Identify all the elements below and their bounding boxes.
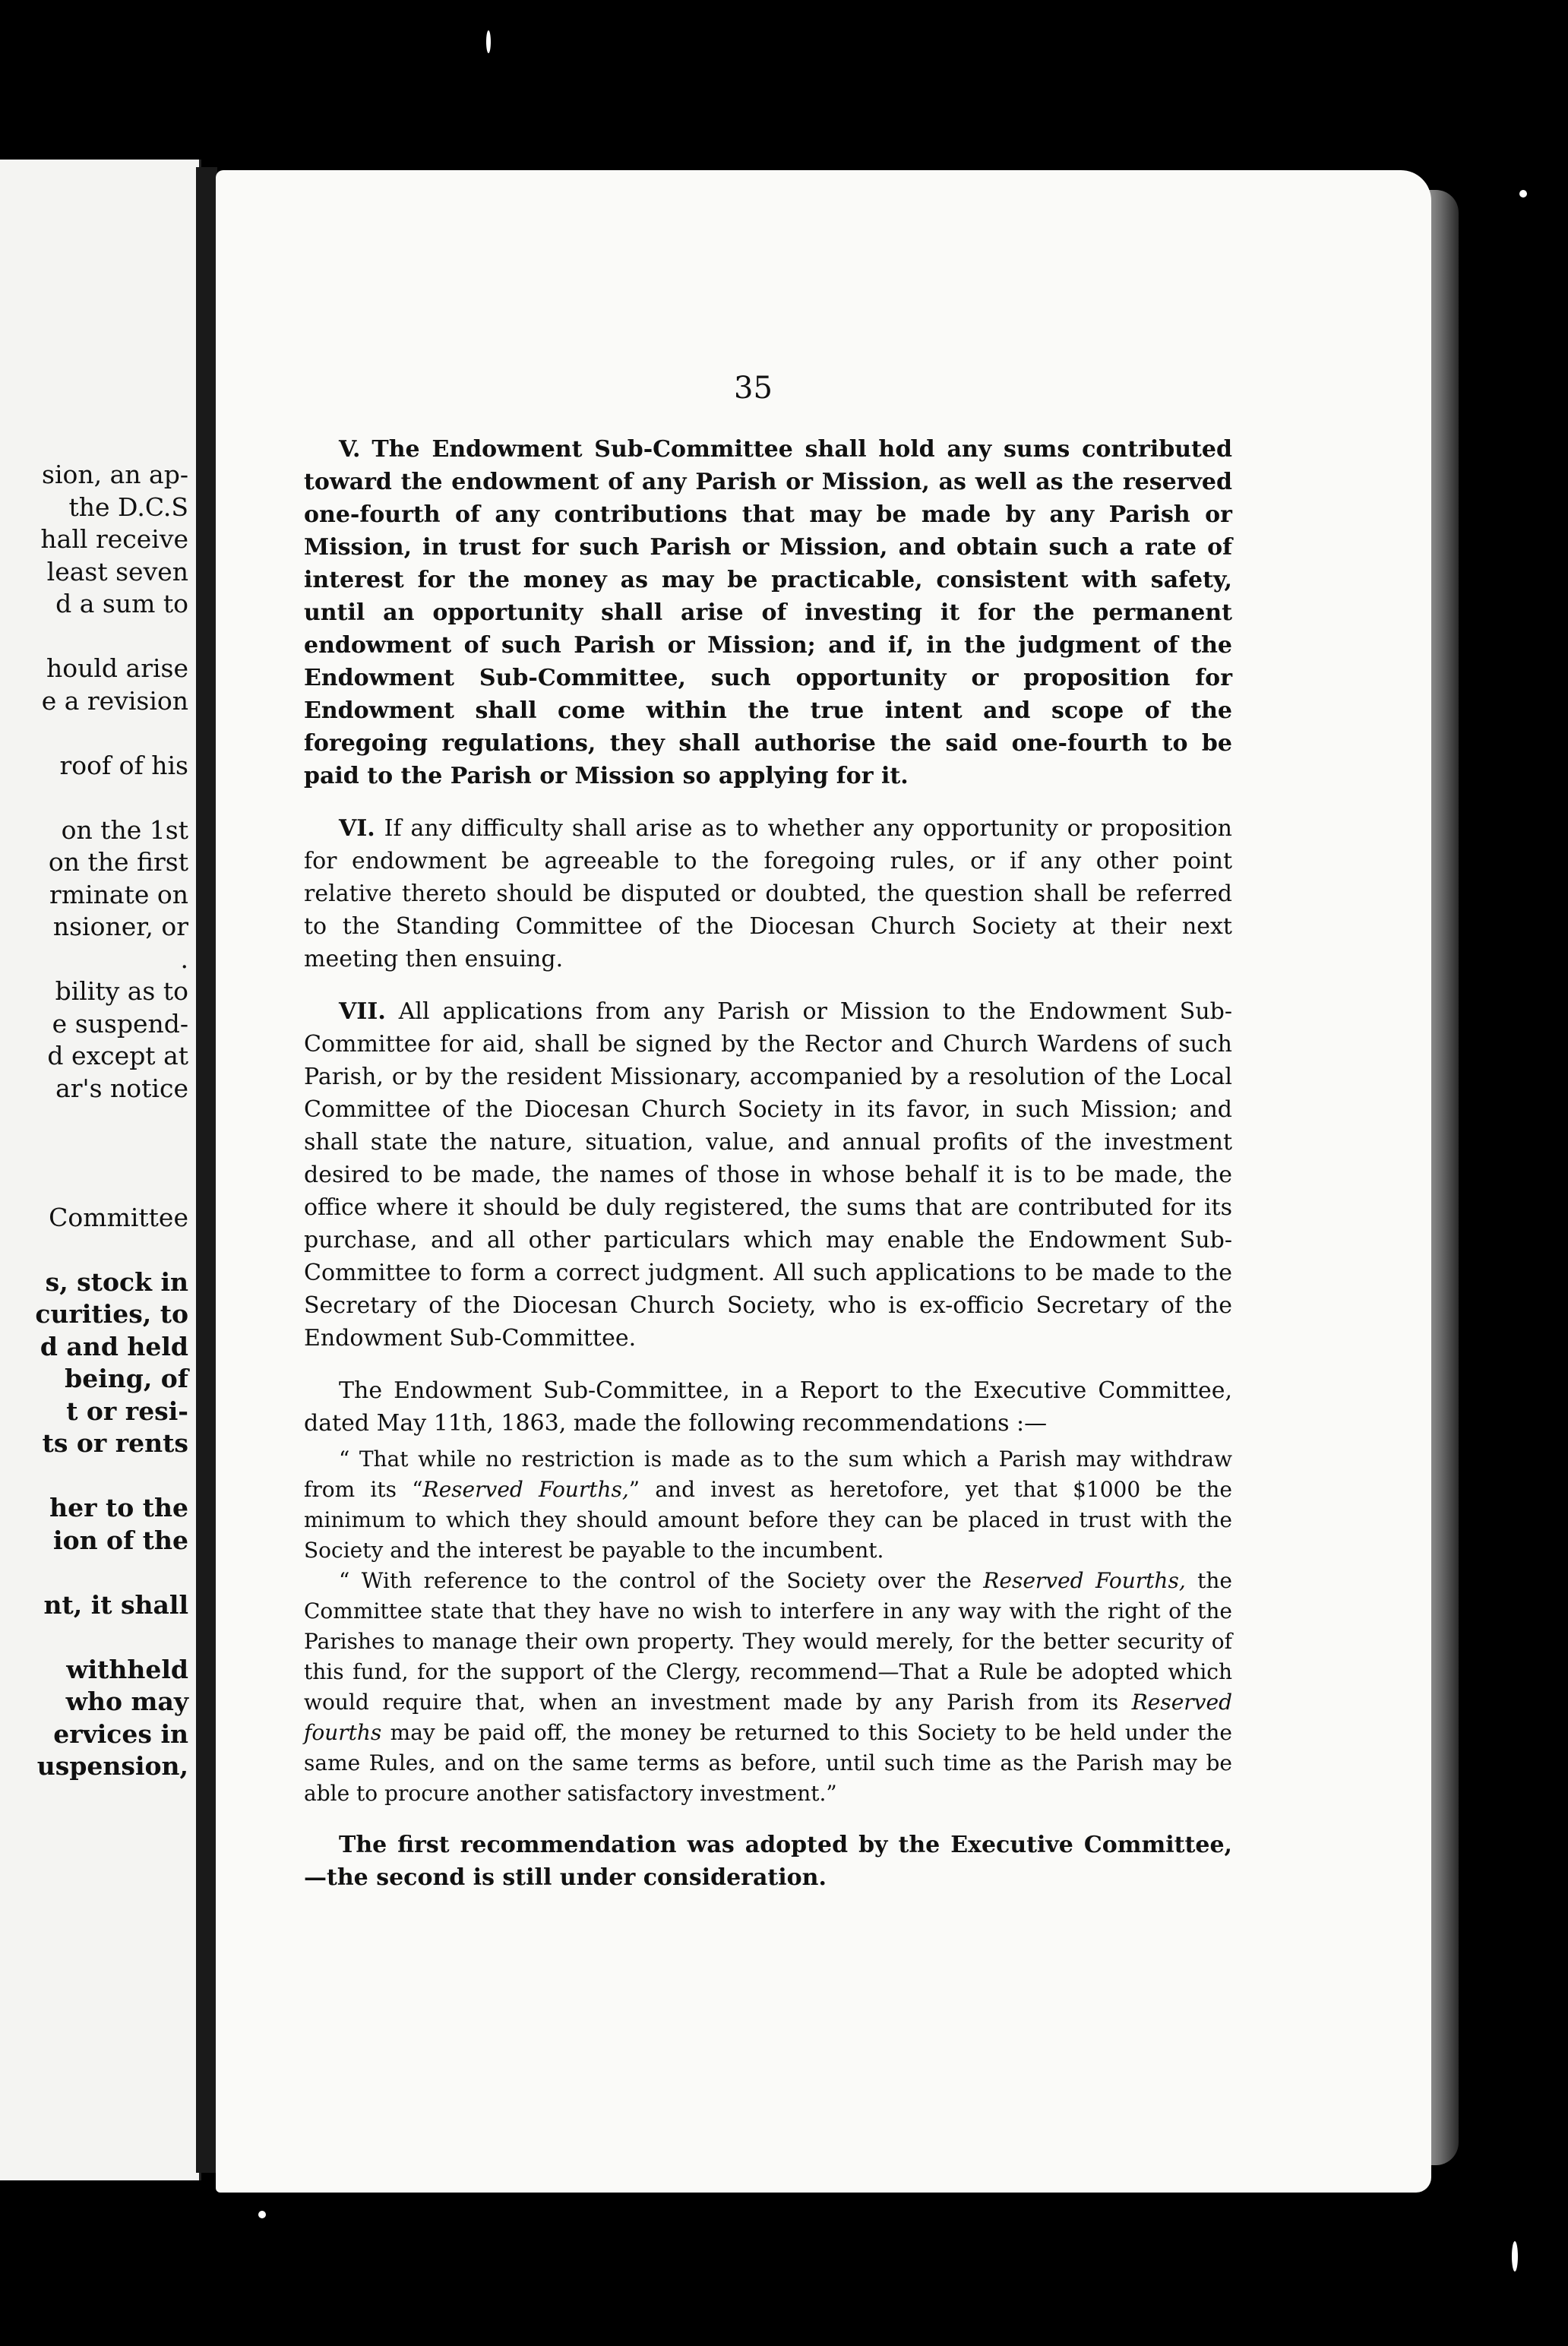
quote-emphasis: Reserved Fourths, [422, 1477, 629, 1502]
left-fragment-line: on the first [48, 847, 188, 877]
left-fragment-line: e a revision [41, 685, 188, 716]
left-fragment-line: e suspend- [52, 1008, 188, 1039]
closing-statement: The first recommendation was adopted by the Executive Committee,—the second is still under consideration. [304, 1832, 1232, 1891]
dust-speck [486, 30, 491, 53]
rule-text: If any difficulty shall arise as to whether any opportunity or proposition for endowment be agreeable to the foregoing rules, or if any other point relative thereto should be disputed or doubted, the question shall be referred to the Standing Committee of the Diocesan Church Society at their next meeting then ensuing. [304, 815, 1232, 972]
left-fragment-line: uspension, [36, 1751, 188, 1781]
left-fragment-line: bility as to [55, 976, 188, 1006]
left-fragment-line: sion, an ap- [42, 460, 188, 489]
rule-numeral: VII. [339, 998, 386, 1025]
dust-speck [258, 2211, 266, 2218]
quote-text: ” and invest as heretofore, yet that $1000 be the minimum to which they should amount before they can be placed in trust with the Society and the interest be payable to the incumbent. [304, 1477, 1232, 1563]
quote-text: may be paid off, the money be returned to this Society to be held under the same Rules, and on the same terms as before, until such time as the Parish may be able to procure another satisfactory investment.” [304, 1720, 1232, 1806]
dust-speck [1519, 190, 1527, 198]
quote-emphasis: Reserved Fourths, [983, 1568, 1186, 1593]
left-fragment-line: d and held [40, 1331, 188, 1361]
rule-text: The Endowment Sub-Committee shall hold any sums contributed toward the endowment of any Parish or Mission, as well as the reserved one-fourth of any contributions that may be made by any Parish or Mission, in trust for such Parish or Mission, and obtain such a rate of interest for the money as may be practicable, consistent with safety, until an opportunity shall arise of investing it for the permanent endowment of such Parish or Mission; and if, in the judgment of the Endowment Sub-Committee, such opportunity or proposition for Endowment shall come within the true intent and scope of the foregoing regulations, they shall authorise the said one-fourth to be paid to the Parish or Mission so applying for it. [304, 436, 1232, 789]
left-fragment-line: d a sum to [55, 589, 188, 618]
left-fragment-line: who may [65, 1687, 188, 1716]
left-fragment-line: nsioner, or [52, 912, 188, 941]
left-fragment-line: d except at [47, 1041, 188, 1070]
left-fragment-line: withheld [66, 1654, 188, 1684]
left-fragment-line: rminate on [49, 879, 188, 909]
left-fragment-line: hould arise [46, 653, 188, 683]
rule-v [304, 433, 1232, 792]
report-intro: The Endowment Sub-Committee, in a Report to the Executive Committee, dated May 11th, 1863, made the following recommendations :— [304, 1377, 1232, 1437]
dust-speck [1512, 2241, 1518, 2272]
left-fragment-line: s, stock in [45, 1266, 188, 1297]
left-fragment-line: hall receive [40, 524, 188, 554]
left-fragment-line: . [180, 944, 188, 974]
left-fragment-line: roof of his [59, 750, 188, 780]
left-fragment-line: ar's notice [55, 1073, 188, 1103]
rule-text: All applications from any Parish or Mission to the Endowment Sub-Committee for aid, shall be signed by the Rector and Church Wardens of such Parish, or by the resident Missionary, accompanied by a resolution of the Local Committee of the Diocesan Church Society in its favor, in such Mission; and shall state the nature, situation, value, and annual profits of the investment desired to be made, the names of those in whose behalf it is to be made, the office where it should be duly registered, the sums that are contributed for its purchase, and all other particulars which may enable the Endowment Sub-Committee to form a correct judgment. All such applications to be made to the Secretary of the Diocesan Church Society, who is ex-officio Secretary of the Endowment Sub-Committee. [304, 998, 1232, 1352]
page-number: 35 [734, 371, 773, 406]
quote-first-recommendation [304, 1444, 1232, 1566]
left-fragment-line: ervices in [53, 1718, 188, 1749]
left-fragment-line: nt, it shall [43, 1589, 188, 1620]
rule-numeral: V. [339, 436, 361, 463]
left-fragment-line: curities, to [35, 1299, 188, 1329]
book-gutter [196, 167, 217, 2173]
left-fragment-line: ion of the [53, 1525, 188, 1555]
left-fragment-line: Committee [49, 1202, 188, 1232]
rule-numeral: VI. [339, 815, 375, 842]
quote-text: “ With reference to the control of the Society over the [339, 1568, 984, 1593]
left-page-fragment [0, 160, 201, 2180]
left-fragment-line: ts or rents [42, 1428, 188, 1458]
quote-second-recommendation [304, 1566, 1232, 1809]
left-fragment-line: t or resi- [66, 1396, 188, 1426]
rule-vi [304, 812, 1232, 975]
quote-emphasis: Reserved fourths [304, 1690, 1232, 1745]
left-fragment-line: being, of [65, 1364, 188, 1393]
left-fragment-line: the D.C.S [68, 492, 188, 522]
left-fragment-line: her to the [49, 1493, 188, 1522]
quote-text: “ That while no restriction is made as to the sum which a Parish may withdraw from its “ [304, 1446, 1232, 1502]
page-body [304, 433, 1232, 1914]
quote-text: the Committee state that they have no wish to interfere in any way with the right of the Parishes to manage their own property. They would merely, for the better security of this fund, for the support of the Clergy, recommend—That a Rule be adopted which would require that, when an investment made by any Parish from its [304, 1568, 1232, 1715]
left-fragment-line: on the 1st [61, 814, 188, 845]
left-fragment-line: least seven [46, 556, 188, 586]
rule-vii [304, 995, 1232, 1355]
